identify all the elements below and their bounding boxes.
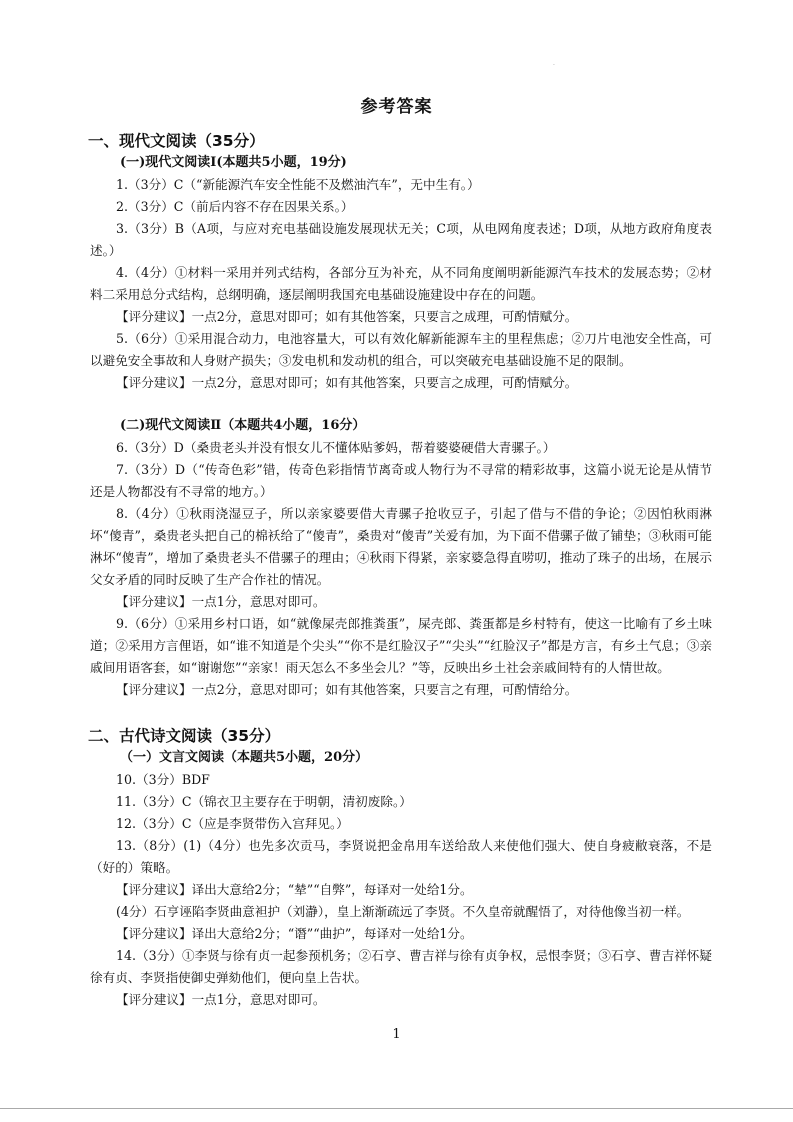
answer-q7: 7.（3分）D（“传奇色彩”错，传奇色彩指情节离奇或人物行为不寻常的精彩故事，这篇小说无论是从情节还是人物都没有不寻常的地方。）: [90, 462, 712, 499]
answer-q2: 2.（3分）C（前后内容不存在因果关系。）: [116, 199, 354, 214]
scoring-note-q13-part2: 【评分建议】译出大意给2分；“谮”“曲护”，每译对一处给1分。: [116, 926, 473, 941]
answer-q8: 8.（4分）①秋雨浇湿豆子，所以亲家婆要借大青骡子抢收豆子，引起了借与不借的争论；②因怕秋雨淋坏“傻青”，桑贵老头把自己的棉袄给了“傻青”，桑贵对“傻青”关爱有加，为下面不借骡子做了铺垫；③秋雨可能淋坏“傻青”，增加了桑贵老头不借骡子的理由；④秋雨下得紧，亲家婆急得直唠叨，推动了珠子的出场，在展示父女矛盾的同时反映了生产合作社的情况。: [90, 506, 712, 587]
scoring-note-q8: 【评分建议】一点1分，意思对即可。: [116, 594, 326, 609]
answer-q13-part1: 13.（8分）(1)（4分）也先多次贡马，李贤说把金帛用车送给敌人来使他们强大、使自身疲敝衰落，不是（好的）策略。: [90, 838, 712, 875]
answer-q6: 6.（3分）D（桑贵老头并没有恨女儿不懂体贴爹妈，帮着婆婆硬借大青骡子。）: [116, 440, 556, 455]
page-title: 参考答案: [360, 97, 433, 117]
answer-q13-part2: (4分）石亨诬陷李贤曲意袒护（刘瀞），皇上渐渐疏远了李贤。不久皇帝就醒悟了，对待他像当初一样。: [116, 904, 690, 919]
answer-content: [90, 130, 712, 1011]
answer-q4: 4.（4分）①材料一采用并列式结构，各部分互为补充，从不同角度阐明新能源汽车技术的发展态势；②材料二采用总分式结构，总纲明确，逐层阐明我国充电基础设施建设中存在的问题。: [90, 265, 712, 302]
subsection-2-1-heading: （一）文言文阅读（本题共5小题，20分）: [120, 750, 369, 765]
answer-q12: 12.（3分）C（应是李贤带伤入宫拜见。）: [116, 816, 349, 831]
page-number: 1: [392, 1027, 401, 1042]
section-1-heading: 一、现代文阅读（35分）: [88, 132, 265, 150]
scoring-note-q13-part1: 【评分建议】译出大意给2分；“辇”“自弊”，每译对一处给1分。: [116, 882, 473, 897]
scoring-note-q5: 【评分建议】一点2分，意思对即可；如有其他答案，只要言之成理，可酌情赋分。: [116, 375, 578, 390]
answer-q3: 3.（3分）B（A项，与应对充电基础设施发展现状无关；C项，从电网角度表述；D项，从地方政府角度表述。）: [90, 221, 712, 258]
answer-q11: 11.（3分）C（锦衣卫主要存在于明朝，清初废除。）: [116, 794, 412, 809]
answer-q10: 10.（3分）BDF: [116, 772, 210, 787]
scoring-note-q14: 【评分建议】一点1分，意思对即可。: [116, 992, 326, 1007]
section-2-heading: 二、古代诗文阅读（35分）: [88, 727, 281, 745]
scoring-note-q4: 【评分建议】一点2分，意思对即可；如有其他答案，只要言之成理，可酌情赋分。: [116, 309, 578, 324]
answer-q1: 1.（3分）C（“新能源汽车安全性能不及燃油汽车”，无中生有。）: [116, 177, 480, 192]
answer-q14: 14.（3分）①李贤与徐有贞一起参预机务；②石亨、曹吉祥与徐有贞争权，忌恨李贤；③石亨、曹吉祥怀疑徐有贞、李贤指使御史弹劾他们，便向皇上告状。: [90, 948, 712, 985]
scoring-note-q9: 【评分建议】一点2分，意思对即可；如有其他答案，只要言之有理，可酌情给分。: [116, 682, 578, 697]
subsection-1-2-heading: (二)现代文阅读Ⅱ（本题共4小题，16分）: [120, 418, 366, 433]
stray-mark: .: [553, 60, 555, 67]
answer-q5: 5.（6分）①采用混合动力，电池容量大，可以有效化解新能源车主的里程焦虑；②刀片电池安全性高，可以避免安全事故和人身财产损失；③发电机和发动机的组合，可以突破充电基础设施不足的限制。: [90, 331, 712, 368]
footer-divider: [0, 1108, 793, 1109]
answer-q9: 9.（6分）①采用乡村口语，如“就像屎壳郎推粪蛋”，屎壳郎、粪蛋都是乡村特有，使这一比喻有了乡土味道；②采用方言俚语，如“谁不知道是个尖头”“你不是红脸汉子”“尖头”“红脸汉子”都是方言，有乡土气息；③亲戚间用语客套，如“谢谢您”“亲家！雨天怎么不多坐会儿？”等，反映出乡土社会亲戚间特有的人情世故。: [90, 616, 712, 675]
subsection-1-1-heading: (一)现代文阅读Ⅰ(本题共5小题，19分): [120, 155, 347, 170]
